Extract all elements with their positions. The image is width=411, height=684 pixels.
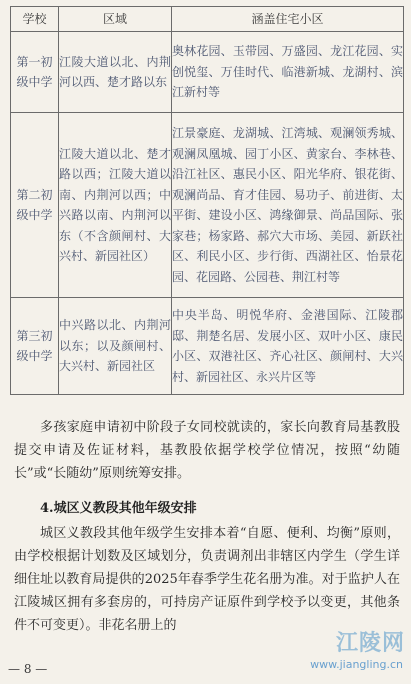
watermark-logo: 江陵网 (335, 631, 405, 656)
page-number: — 8 — (8, 662, 48, 676)
watermark (285, 624, 405, 680)
section-heading: 4.城区义教段其他年级安排 (40, 501, 197, 516)
header-areas: 涵盖住宅小区 (172, 7, 404, 32)
table-row (11, 298, 404, 395)
header-region: 区域 (59, 7, 172, 32)
region-cell: 江陵大道以北、楚才路以西；江陵大道以南、内荆河以西；中兴路以南、内荆河以东（不含颜闸村、大兴村、新园社区） (59, 113, 172, 298)
areas-cell: 中央半岛、明悦华府、金港国际、江陵郡邸、荆楚名居、发展小区、双叶小区、康民小区、双港社区、齐心社区、颜闸村、大兴村、新园社区、永兴片区等 (172, 298, 404, 395)
region-cell: 中兴路以北、内荆河以东；以及颜闸村、大兴村、新园社区 (59, 298, 172, 395)
watermark-url: www.jiangling.cn (310, 658, 403, 671)
region-cell: 江陵大道以北、内荆河以西、楚才路以东 (59, 32, 172, 113)
areas-cell: 江景豪庭、龙湖城、江湾城、观澜领秀城、观澜凤凰城、园丁小区、黄家台、李林巷、沿江社区、惠民小区、阳光华府、银花街、观澜尚品、育才佳园、易功子、前进街、太平街、建设小区、鸿缘御景、尚品国际、张家巷；杨家路、郝穴大市场、美园、新跃社区、利民小区、步行街、西湖社区、怡景花园、花园路、公园巷、荆江村等 (172, 113, 404, 298)
header-school: 学校 (11, 7, 59, 32)
table-row (11, 113, 404, 298)
areas-cell: 奥林花园、玉带园、万盛园、龙江花园、实创悦玺、万佳时代、临港新城、龙湖村、滨江新村等 (172, 32, 404, 113)
paragraph-multi-child: 多孩家庭申请初中阶段子女同校就读的，家长向教育局基教股提交申请及佐证材料，基教股依据学校学位情况，按照“幼随长”或“长随幼”原则统筹安排。 (14, 420, 400, 481)
table-header-row (11, 7, 404, 32)
table-row (11, 32, 404, 113)
school-district-table (10, 6, 404, 395)
school-name: 第二初级中学 (11, 113, 59, 298)
paragraph-other-grades: 城区义教段其他年级学生安排本着“自愿、便利、均衡”原则，由学校根据计划数及区域划分，负责调剂出非辖区内学生（学生详细住址以教育局提供的2025年春季学生花名册为准。对于监护人在江陵城区拥有多套房的，可持房产证原件到学校予以变更，其他条件不可变更）。非花名册上的 (14, 526, 400, 633)
school-name: 第三初级中学 (11, 298, 59, 395)
school-name: 第一初级中学 (11, 32, 59, 113)
